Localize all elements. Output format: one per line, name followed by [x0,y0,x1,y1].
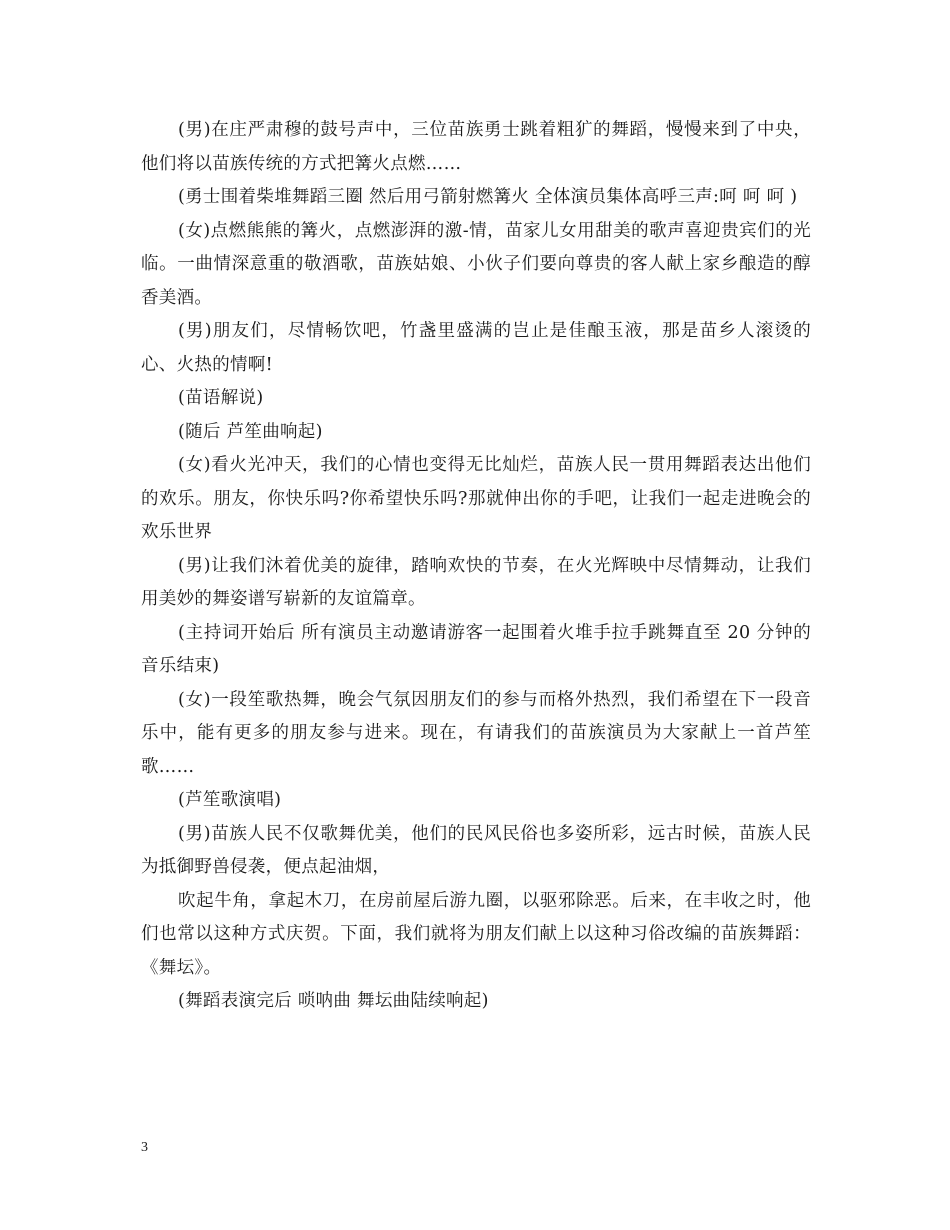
paragraph: (勇士围着柴堆舞蹈三圈 然后用弓箭射燃篝火 全体演员集体高呼三声:呵 呵 呵 ) [178,187,798,207]
paragraph: (芦笙歌演唱) [178,790,282,810]
paragraph: (男)苗族人民不仅歌舞优美，他们的民风民俗也多姿所彩，远古时候，苗族人民为抵御野兽侵袭，便点起油烟， [141,823,811,877]
paragraph: 吹起牛角，拿起木刀，在房前屋后游九圈，以驱邪除恶。后来，在丰收之时，他们也常以这种方式庆贺。下面，我们就将为朋友们献上以这种习俗改编的苗族舞蹈：《舞坛》。 [141,890,811,978]
paragraph: (女)看火光冲天，我们的心情也变得无比灿烂，苗族人民一贯用舞蹈表达出他们的欢乐。朋友，你快乐吗?你希望快乐吗?那就伸出你的手吧，让我们一起走进晚会的欢乐世界 [141,455,811,542]
paragraph: (主持词开始后 所有演员主动邀请游客一起围着火堆手拉手跳舞直至 20 分钟的音乐结束) [141,622,811,676]
paragraph: (舞蹈表演完后 唢呐曲 舞坛曲陆续响起) [178,991,489,1011]
page-number: 3 [141,1140,148,1155]
paragraph: (男)朋友们，尽情畅饮吧，竹盏里盛满的岂止是佳酿玉液，那是苗乡人滚烫的心、火热的情啊! [141,321,811,375]
paragraph: (男)在庄严肃穆的鼓号声中，三位苗族勇士跳着粗犷的舞蹈，慢慢来到了中央，他们将以苗族传统的方式把篝火点燃…… [141,120,811,174]
paragraph: (男)让我们沐着优美的旋律，踏响欢快的节奏，在火光辉映中尽情舞动，让我们用美妙的舞姿谱写崭新的友谊篇章。 [141,555,811,609]
paragraph: (随后 芦笙曲响起) [178,421,323,442]
paragraph: (女)点燃熊熊的篝火，点燃澎湃的激-情，苗家儿女用甜美的歌声喜迎贵宾们的光临。一曲情深意重的敬酒歌，苗族姑娘、小伙子们要向尊贵的客人献上家乡酿造的醇香美酒。 [141,220,811,308]
paragraph: (女)一段笙歌热舞，晚会气氛因朋友们的参与而格外热烈，我们希望在下一段音乐中，能有更多的朋友参与进来。现在，有请我们的苗族演员为大家献上一首芦笙歌…… [141,689,811,777]
paragraph: (苗语解说) [178,388,264,408]
document-body [141,114,811,1019]
